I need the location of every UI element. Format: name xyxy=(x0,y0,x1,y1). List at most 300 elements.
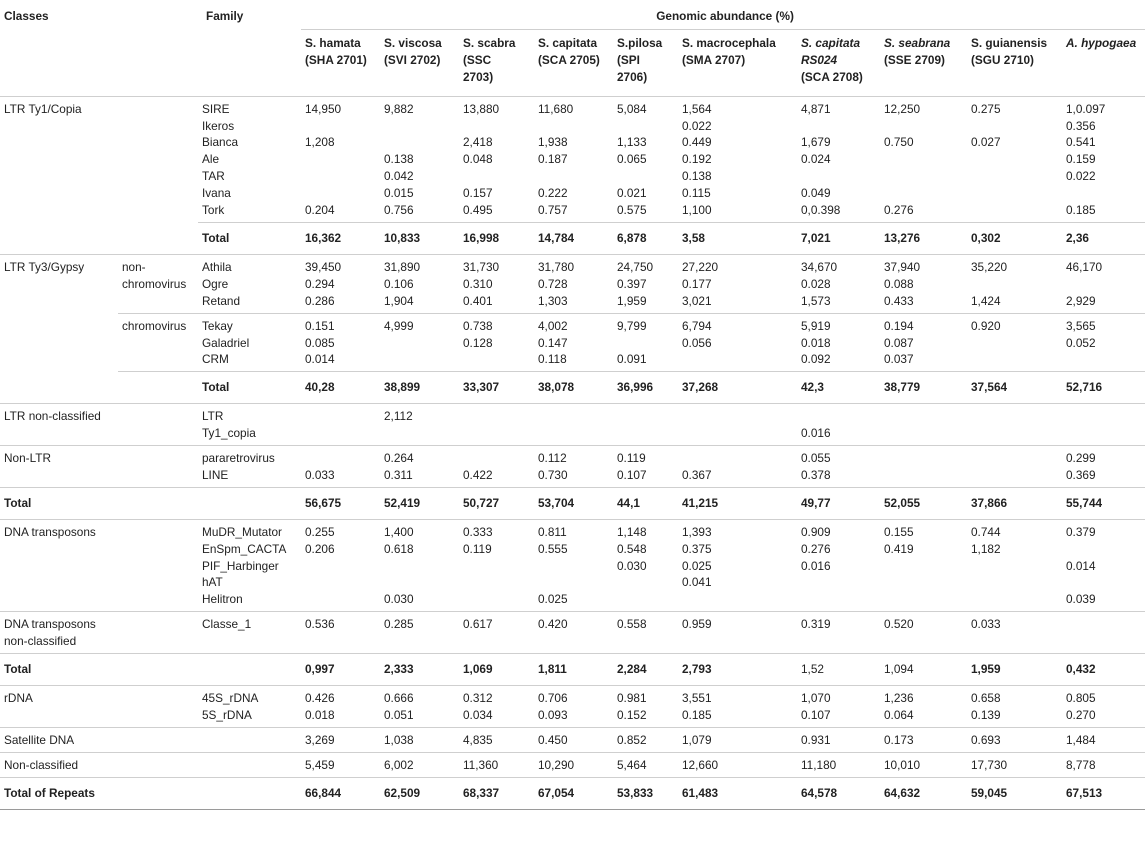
value xyxy=(538,118,613,135)
value: 0.310 xyxy=(463,276,493,291)
value xyxy=(682,450,797,467)
value: 0.275 xyxy=(971,101,1001,116)
value: 13,880 xyxy=(463,101,500,116)
subclass-cell xyxy=(118,313,198,372)
total-value: 68,337 xyxy=(459,777,534,809)
species-header-line: (SMA 2707) xyxy=(682,52,746,67)
value: 0.419 xyxy=(884,541,914,556)
value: 0.666 xyxy=(384,691,414,705)
value-cell xyxy=(967,446,1062,488)
species-header-line: S. hamata xyxy=(305,35,361,50)
total-value: 13,276 xyxy=(880,222,967,254)
value xyxy=(384,335,459,352)
value: 0.693 xyxy=(971,732,1001,747)
value xyxy=(971,151,1062,168)
subclass-cell xyxy=(118,612,198,654)
class-label: LTR Ty1/Copia xyxy=(4,101,82,116)
family-name: Ivana xyxy=(202,186,231,201)
value: 0.959 xyxy=(682,617,712,632)
value: 0.177 xyxy=(682,276,712,291)
value-cell xyxy=(797,727,880,752)
value: 0.658 xyxy=(971,691,1001,705)
value-cell xyxy=(380,686,459,728)
class-cell xyxy=(0,612,118,654)
value: 0.048 xyxy=(463,152,493,167)
value xyxy=(801,574,880,591)
value-cell xyxy=(880,686,967,728)
value: 0.022 xyxy=(682,118,712,133)
species-header xyxy=(613,29,678,96)
value: 0.064 xyxy=(884,707,914,722)
value: 0.618 xyxy=(384,541,414,556)
value-cell xyxy=(380,404,459,446)
value: 0.909 xyxy=(801,524,831,539)
value: 0.173 xyxy=(884,732,914,747)
value-cell xyxy=(678,686,797,728)
value: 0.811 xyxy=(538,524,567,539)
species-header-line: (SHA 2701) xyxy=(305,52,367,67)
value: 6,794 xyxy=(682,318,712,333)
value xyxy=(971,276,1062,293)
total-value: 7,021 xyxy=(797,222,880,254)
value xyxy=(1066,541,1145,558)
value xyxy=(884,591,967,608)
species-header-line: S. viscosa xyxy=(384,35,442,50)
value-cell xyxy=(1062,254,1145,313)
value: 0.185 xyxy=(682,707,712,722)
value: 0.034 xyxy=(463,707,493,722)
value: 0.433 xyxy=(884,293,914,308)
family-name: Ikeros xyxy=(202,118,235,133)
value: 0.128 xyxy=(463,335,493,350)
value: 0.024 xyxy=(801,152,831,167)
species-header-line: (SPI xyxy=(617,52,640,67)
family-name: SIRE xyxy=(202,101,230,116)
data-row xyxy=(0,96,1145,222)
value: 3,269 xyxy=(305,732,335,747)
total-value: 52,716 xyxy=(1062,372,1145,404)
value: 11,180 xyxy=(801,757,837,772)
species-header-line: (SCA 2708) xyxy=(801,69,863,84)
value xyxy=(1066,425,1145,442)
total-value: 40,28 xyxy=(301,372,380,404)
value: 0.931 xyxy=(801,732,831,747)
subclass-cell xyxy=(118,727,198,752)
value: 4,999 xyxy=(384,318,414,333)
value: 0.194 xyxy=(884,318,914,333)
total-value: 16,998 xyxy=(459,222,534,254)
species-header-line: 2703) xyxy=(463,69,494,84)
value: 0.085 xyxy=(305,335,335,350)
value: 1,573 xyxy=(801,293,831,308)
value: 0.155 xyxy=(884,524,914,539)
value: 0.157 xyxy=(463,186,493,201)
value: 0.206 xyxy=(305,541,335,556)
value xyxy=(971,185,1062,202)
value-cell xyxy=(380,254,459,313)
value: 0.401 xyxy=(463,293,493,308)
total-value: 37,866 xyxy=(967,487,1062,519)
total-value: 49,77 xyxy=(797,487,880,519)
empty-cell xyxy=(118,372,198,404)
value xyxy=(884,450,967,467)
value: 0.018 xyxy=(801,335,831,350)
value: 0.152 xyxy=(617,707,647,722)
value: 0.744 xyxy=(971,524,1001,539)
value: 0.042 xyxy=(384,169,414,184)
subclass-cell xyxy=(118,254,198,313)
family-name: Athila xyxy=(202,259,232,274)
value xyxy=(384,351,459,368)
value xyxy=(617,408,678,425)
value: 0.187 xyxy=(538,152,568,167)
value-cell xyxy=(678,446,797,488)
species-header xyxy=(967,29,1062,96)
family-name: Bianca xyxy=(202,135,239,150)
value-cell xyxy=(301,404,380,446)
value: 0.706 xyxy=(538,691,568,705)
value-cell xyxy=(967,313,1062,372)
value xyxy=(463,425,534,442)
value: 3,565 xyxy=(1066,318,1096,333)
value-cell xyxy=(613,752,678,777)
class-cell xyxy=(0,519,118,612)
value-cell xyxy=(534,612,613,654)
value xyxy=(682,351,797,368)
value xyxy=(463,118,534,135)
value-cell xyxy=(1062,752,1145,777)
value-cell xyxy=(301,752,380,777)
value xyxy=(305,574,380,591)
value: 0.027 xyxy=(971,135,1001,150)
value xyxy=(884,467,967,484)
total-value: 50,727 xyxy=(459,487,534,519)
value: 1,393 xyxy=(682,524,712,539)
value: 1,148 xyxy=(617,524,647,539)
value: 1,959 xyxy=(617,293,647,308)
class-cell xyxy=(0,446,118,488)
value: 27,220 xyxy=(682,259,719,274)
total-row xyxy=(0,654,1145,686)
total-row xyxy=(0,222,1145,254)
value: 0.106 xyxy=(384,276,414,291)
value: 3,551 xyxy=(682,691,712,705)
value-cell xyxy=(880,254,967,313)
value: 31,730 xyxy=(463,259,500,274)
value: 14,950 xyxy=(305,101,342,116)
value: 0.119 xyxy=(617,451,646,466)
value xyxy=(384,134,459,151)
value: 0.087 xyxy=(884,335,914,350)
total-value: 1,094 xyxy=(880,654,967,686)
value: 0.294 xyxy=(305,276,335,291)
total-value: 55,744 xyxy=(1062,487,1145,519)
total-value: 41,215 xyxy=(678,487,797,519)
value-cell xyxy=(678,404,797,446)
total-value: 6,878 xyxy=(613,222,678,254)
empty-cell xyxy=(0,372,118,404)
value: 0.312 xyxy=(463,691,493,705)
value-cell xyxy=(678,254,797,313)
value-cell xyxy=(534,519,613,612)
value-cell xyxy=(459,313,534,372)
total-value: 38,779 xyxy=(880,372,967,404)
value-cell xyxy=(459,612,534,654)
value-cell xyxy=(459,254,534,313)
species-header xyxy=(301,29,380,96)
value-cell xyxy=(880,446,967,488)
value: 0.052 xyxy=(1066,335,1096,350)
total-value: 62,509 xyxy=(380,777,459,809)
value-cell xyxy=(380,727,459,752)
total-value: 14,784 xyxy=(534,222,613,254)
total-label: Total xyxy=(198,372,301,404)
value: 1,904 xyxy=(384,293,414,308)
value xyxy=(682,408,797,425)
value-cell xyxy=(534,404,613,446)
class-cell xyxy=(0,254,118,313)
value: 0.319 xyxy=(801,617,831,632)
value: 0.014 xyxy=(305,352,335,367)
value-cell xyxy=(301,612,380,654)
family-name: LTR xyxy=(202,409,224,424)
value xyxy=(617,591,678,608)
value: 0.397 xyxy=(617,276,647,291)
value-cell xyxy=(797,519,880,612)
data-row xyxy=(0,519,1145,612)
total-value: 2,333 xyxy=(380,654,459,686)
total-label: Total xyxy=(0,654,301,686)
value xyxy=(801,168,880,185)
value: 0.015 xyxy=(384,186,414,201)
total-value: 64,632 xyxy=(880,777,967,809)
family-cell xyxy=(198,686,301,728)
species-header-line: S. macrocephala xyxy=(682,35,776,50)
total-value: 52,055 xyxy=(880,487,967,519)
value: 0.426 xyxy=(305,691,335,705)
value xyxy=(801,591,880,608)
value-cell xyxy=(459,727,534,752)
value: 1,070 xyxy=(801,691,831,705)
value-cell xyxy=(534,752,613,777)
value: 0.852 xyxy=(617,732,647,747)
value: 0.028 xyxy=(801,276,831,291)
value: 8,778 xyxy=(1066,757,1096,772)
class-label: DNA transposons xyxy=(4,524,96,539)
family-name: Tork xyxy=(202,203,225,218)
value: 0.920 xyxy=(971,318,1001,333)
class-cell xyxy=(0,96,118,222)
value-cell xyxy=(534,686,613,728)
value-cell xyxy=(380,96,459,222)
value: 10,290 xyxy=(538,757,575,772)
value xyxy=(305,168,380,185)
value: 0.056 xyxy=(682,335,712,350)
value-cell xyxy=(613,404,678,446)
value: 0.222 xyxy=(538,186,568,201)
class-label: Non-LTR xyxy=(4,451,51,466)
value-cell xyxy=(613,686,678,728)
value-cell xyxy=(1062,519,1145,612)
value-cell xyxy=(967,727,1062,752)
family-name: Retand xyxy=(202,293,241,308)
value xyxy=(971,425,1062,442)
value xyxy=(971,202,1062,219)
value-cell xyxy=(380,519,459,612)
total-row xyxy=(0,777,1145,809)
total-label: Total of Repeats xyxy=(0,777,301,809)
value: 0.016 xyxy=(801,558,831,573)
value: 0.730 xyxy=(538,467,568,482)
value xyxy=(971,168,1062,185)
value-cell xyxy=(967,254,1062,313)
value-cell xyxy=(301,727,380,752)
value: 0.379 xyxy=(1066,524,1096,539)
data-row xyxy=(0,313,1145,372)
value xyxy=(617,118,678,135)
value: 0.092 xyxy=(801,352,831,367)
species-header xyxy=(534,29,613,96)
value-cell xyxy=(459,519,534,612)
value: 1,079 xyxy=(682,732,712,747)
family-cell xyxy=(198,612,301,654)
value: 0.756 xyxy=(384,203,414,218)
value xyxy=(971,450,1062,467)
value xyxy=(617,425,678,442)
value-cell xyxy=(880,96,967,222)
value-cell xyxy=(459,404,534,446)
value: 0.091 xyxy=(617,352,647,367)
value: 0.270 xyxy=(1066,707,1096,722)
value-cell xyxy=(1062,446,1145,488)
total-value: 1,069 xyxy=(459,654,534,686)
value: 1,564 xyxy=(682,101,712,116)
family-name: hAT xyxy=(202,575,223,590)
class-label: Non-classified xyxy=(4,757,79,772)
value-cell xyxy=(301,96,380,222)
value: 1,100 xyxy=(682,203,712,218)
value: 0.422 xyxy=(463,467,493,482)
total-value: 1,959 xyxy=(967,654,1062,686)
value-cell xyxy=(301,519,380,612)
value: 0.369 xyxy=(1066,467,1096,482)
value-cell xyxy=(301,686,380,728)
genomic-abundance-header: Genomic abundance (%) xyxy=(301,0,1145,29)
value: 0.115 xyxy=(682,186,711,201)
value: 0.030 xyxy=(617,558,647,573)
value xyxy=(463,558,534,575)
value-cell xyxy=(1062,612,1145,654)
value xyxy=(305,450,380,467)
value xyxy=(538,168,613,185)
species-header xyxy=(678,29,797,96)
total-value: 66,844 xyxy=(301,777,380,809)
data-row xyxy=(0,254,1145,313)
value: 0.276 xyxy=(884,203,914,218)
value: 1,182 xyxy=(971,541,1001,556)
total-value: 61,483 xyxy=(678,777,797,809)
value xyxy=(463,351,534,368)
value-cell xyxy=(678,313,797,372)
value: 0.033 xyxy=(971,617,1001,632)
value-cell xyxy=(380,752,459,777)
value xyxy=(1066,408,1145,425)
value: 0.093 xyxy=(538,707,568,722)
total-value: 3,58 xyxy=(678,222,797,254)
family-name: LINE xyxy=(202,467,229,482)
value: 0.107 xyxy=(801,707,831,722)
value: 2,418 xyxy=(463,135,493,150)
value: 0.285 xyxy=(384,617,414,632)
value-cell xyxy=(301,313,380,372)
value xyxy=(305,558,380,575)
species-header-line: (SCA 2705) xyxy=(538,52,600,67)
value: 0.025 xyxy=(682,558,712,573)
value xyxy=(971,351,1062,368)
value-cell xyxy=(967,612,1062,654)
value-cell xyxy=(380,446,459,488)
value xyxy=(682,591,797,608)
value: 0.033 xyxy=(305,467,335,482)
value: 0.333 xyxy=(463,524,493,539)
value xyxy=(1066,185,1145,202)
class-cell xyxy=(0,404,118,446)
total-value: 59,045 xyxy=(967,777,1062,809)
value: 0.049 xyxy=(801,186,831,201)
family-name: Ale xyxy=(202,152,220,167)
species-header-line: (SVI 2702) xyxy=(384,52,441,67)
value xyxy=(305,151,380,168)
value-cell xyxy=(613,254,678,313)
value-cell xyxy=(967,96,1062,222)
value: 0.375 xyxy=(682,541,712,556)
value: 0.750 xyxy=(884,135,914,150)
value-cell xyxy=(880,727,967,752)
value xyxy=(884,118,967,135)
value: 35,220 xyxy=(971,259,1008,274)
value: 4,002 xyxy=(538,318,568,333)
value xyxy=(1066,276,1145,293)
value: 24,750 xyxy=(617,259,654,274)
value xyxy=(884,185,967,202)
value-cell xyxy=(459,446,534,488)
species-header-line: S. capitata xyxy=(538,35,598,50)
value-cell xyxy=(678,519,797,612)
value: 1,0.097 xyxy=(1066,101,1106,116)
value: 1,133 xyxy=(617,135,647,150)
value: 0.039 xyxy=(1066,592,1096,607)
value: 0.139 xyxy=(971,707,1001,722)
value xyxy=(971,467,1062,484)
value: 0.299 xyxy=(1066,451,1096,466)
value: 0.030 xyxy=(384,592,414,607)
value: 9,882 xyxy=(384,101,414,116)
total-value: 36,996 xyxy=(613,372,678,404)
value-cell xyxy=(1062,313,1145,372)
value-cell xyxy=(1062,404,1145,446)
value: 0.981 xyxy=(617,691,647,705)
class-label: LTR Ty3/Gypsy xyxy=(4,259,85,274)
class-label-line: DNA transposons xyxy=(4,617,96,632)
value: 0.138 xyxy=(384,152,414,167)
value xyxy=(884,425,967,442)
value xyxy=(384,425,459,442)
species-header-line: S. guianensis xyxy=(971,35,1048,50)
family-cell xyxy=(198,404,301,446)
value-cell xyxy=(613,519,678,612)
value: 0.018 xyxy=(305,707,335,722)
total-value: 56,675 xyxy=(301,487,380,519)
